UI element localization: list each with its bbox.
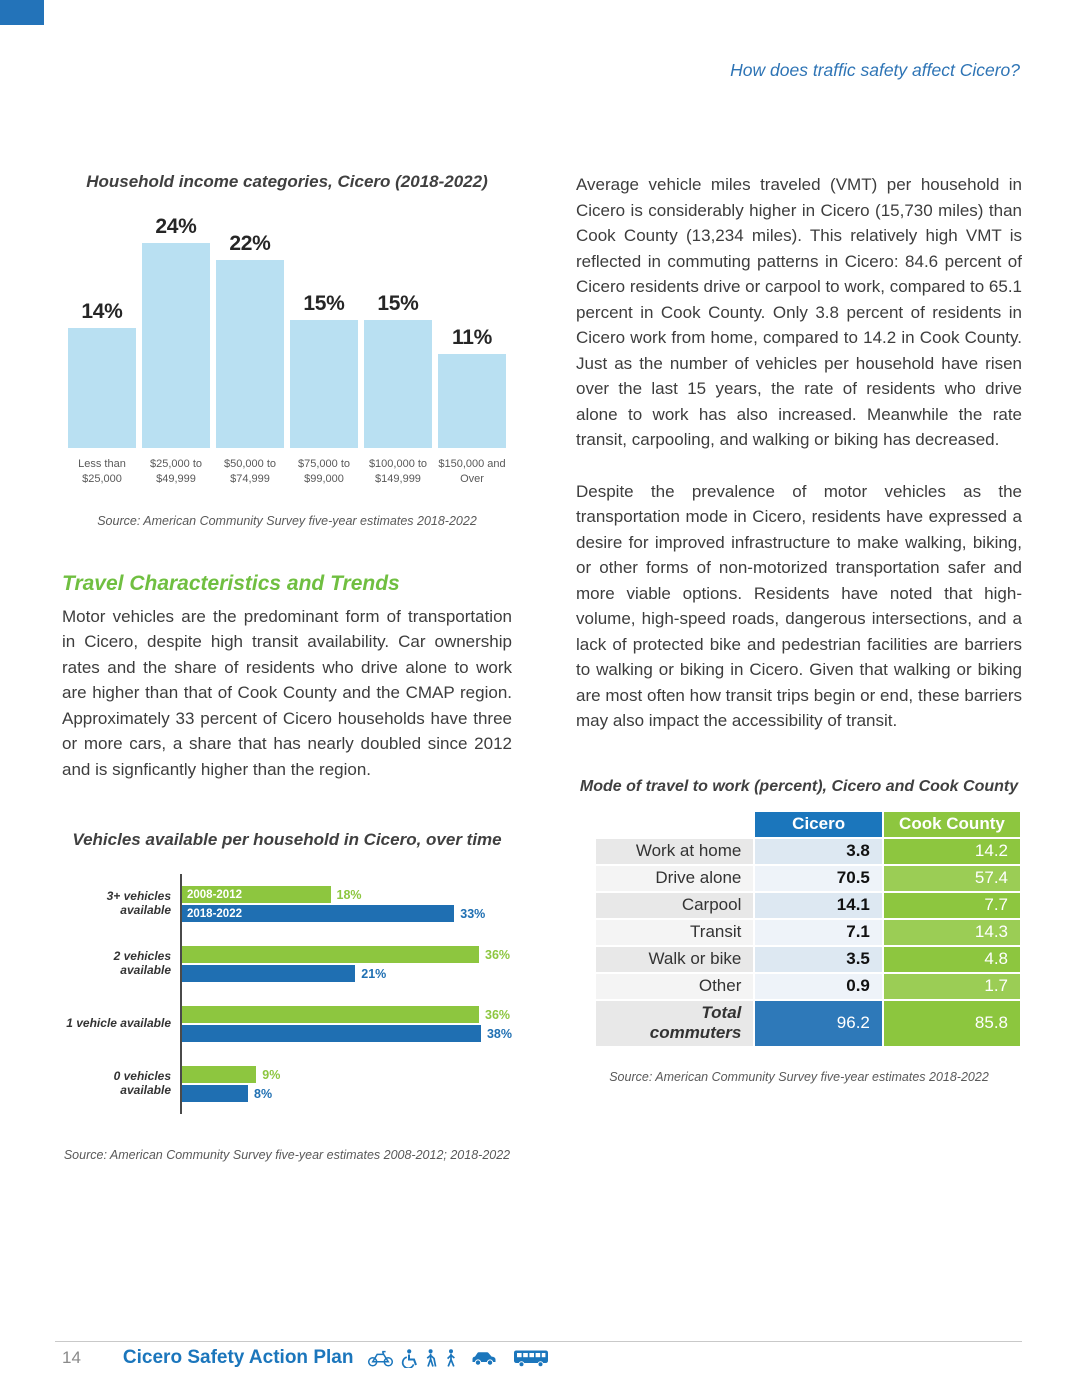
cook-county-value-cell: 7.7 xyxy=(884,893,1020,918)
income-bar-category: $75,000 to $99,000 xyxy=(298,458,350,486)
table-row xyxy=(596,893,1020,918)
vehicles-bar xyxy=(182,1066,256,1083)
income-bar xyxy=(364,320,432,448)
vehicles-bar xyxy=(182,886,331,903)
income-bar-value: 24% xyxy=(155,215,197,238)
income-chart-source: Source: American Community Survey five-year estimates 2018-2022 xyxy=(97,513,477,528)
income-bar-column xyxy=(216,208,284,488)
income-bar-value: 11% xyxy=(452,326,492,349)
income-bar xyxy=(438,354,506,448)
income-bar-column xyxy=(438,208,506,488)
income-bar-column xyxy=(68,208,136,488)
income-bar-category: $150,000 and Over xyxy=(438,458,506,486)
cook-county-value-cell: 57.4 xyxy=(884,866,1020,891)
cook-county-value-cell: 4.8 xyxy=(884,947,1020,972)
income-bar-category: $100,000 to $149,999 xyxy=(368,458,428,486)
mode-table-body xyxy=(596,839,1020,1046)
mode-table-source: Source: American Community Survey five-year estimates 2018-2022 xyxy=(609,1069,989,1084)
income-bar xyxy=(142,243,210,448)
income-bar-category: Less than $25,000 xyxy=(78,458,126,486)
mode-label-cell: Walk or bike xyxy=(596,947,753,972)
vehicles-category-label: 2 vehicles available xyxy=(113,949,171,978)
mode-table-header-row xyxy=(596,812,1020,837)
table-row xyxy=(596,920,1020,945)
vehicles-bar-value: 33% xyxy=(460,906,486,921)
vehicles-category-label: 0 vehicles available xyxy=(113,1069,171,1098)
cicero-value-cell: 96.2 xyxy=(755,1001,882,1046)
footer xyxy=(62,1347,549,1369)
income-bar-value: 15% xyxy=(303,292,345,315)
cicero-value-cell: 3.5 xyxy=(755,947,882,972)
bicycle-icon xyxy=(367,1349,394,1367)
vehicles-category-label: 1 vehicle available xyxy=(66,1016,171,1031)
mode-table xyxy=(594,810,1022,1048)
bus-icon xyxy=(513,1349,549,1368)
vehicles-bar xyxy=(182,905,454,922)
travel-paragraph: Motor vehicles are the predominant form of transportation in Cicero, despite high transit availability. Car ownership rates and the share of residents who drive alone to work are higher than that of Cook County and the CMAP region. Approximately 33 percent of Cicero households have three or more cars, a share that has nearly doubled since 2012 and is signficantly higher than the region. xyxy=(62,606,512,779)
right-column xyxy=(576,172,1022,1162)
income-bar-column xyxy=(364,208,432,488)
mode-label-cell: Transit xyxy=(596,920,753,945)
cook-county-value-cell: 14.2 xyxy=(884,839,1020,864)
vehicles-group xyxy=(62,934,512,994)
income-bar-category: $50,000 to $74,999 xyxy=(224,458,276,486)
table-row xyxy=(596,1001,1020,1046)
mode-label-cell: Other xyxy=(596,974,753,999)
cane-user-icon xyxy=(425,1349,438,1368)
income-bar xyxy=(216,260,284,448)
wheelchair-icon xyxy=(401,1349,418,1368)
legend-label: 2018-2022 xyxy=(187,907,242,920)
table-header-cicero: Cicero xyxy=(755,812,882,837)
mode-label-cell: Total commuters xyxy=(596,1001,753,1046)
mode-table-title: Mode of travel to work (percent), Cicero and Cook County xyxy=(579,777,1019,795)
table-row xyxy=(596,839,1020,864)
vehicles-bar-value: 18% xyxy=(336,887,362,902)
corner-accent xyxy=(0,0,44,25)
cook-county-value-cell: 1.7 xyxy=(884,974,1020,999)
mode-label-cell: Drive alone xyxy=(596,866,753,891)
income-bar-column xyxy=(142,208,210,488)
income-chart xyxy=(62,208,512,488)
table-row xyxy=(596,947,1020,972)
income-bar xyxy=(290,320,358,448)
vehicles-bar xyxy=(182,1085,248,1102)
infrastructure-paragraph: Despite the prevalence of motor vehicles as the transportation mode in Cicero, residents have expressed a desire for improved infrastructure to make walking, biking, or other forms of non-motorized transportation safer and more viable options. Residents have noted that high-volume, high-speed roads, dangerous intersections, and a lack of protected bike and pedestrian facilities are barriers to walking or biking in Cicero. Given that walking or biking are most often how transit trips begin or end, these barriers may also impact the accessibility of transit. xyxy=(576,481,1022,730)
vehicles-chart xyxy=(62,874,512,1114)
footer-title: Cicero Safety Action Plan xyxy=(122,1347,354,1368)
vehicles-group xyxy=(62,874,512,934)
page-header: How does traffic safety affect Cicero? xyxy=(730,60,1020,80)
income-bar xyxy=(68,328,136,448)
vehicles-bar-value: 9% xyxy=(262,1067,281,1082)
vehicles-bar-value: 36% xyxy=(485,947,511,962)
cicero-value-cell: 7.1 xyxy=(755,920,882,945)
table-row xyxy=(596,866,1020,891)
vehicles-bar-value: 36% xyxy=(485,1007,511,1022)
vehicles-bar-value: 8% xyxy=(254,1086,273,1101)
income-bar-value: 15% xyxy=(377,292,419,315)
cicero-value-cell: 0.9 xyxy=(755,974,882,999)
vehicles-chart-title: Vehicles available per household in Cicero, over time xyxy=(72,830,502,850)
section-heading: Travel Characteristics and Trends xyxy=(62,571,400,595)
content-columns xyxy=(62,172,1022,1162)
cook-county-value-cell: 85.8 xyxy=(884,1001,1020,1046)
income-chart-title: Household income categories, Cicero (2018-2022) xyxy=(86,172,488,191)
vehicles-bar xyxy=(182,1006,479,1023)
legend-label: 2008-2012 xyxy=(187,888,242,901)
vehicles-bar xyxy=(182,965,355,982)
pedestrian-icon xyxy=(445,1349,457,1368)
income-bar-value: 14% xyxy=(81,300,123,323)
page-number: 14 xyxy=(62,1348,81,1367)
vehicles-group xyxy=(62,1054,512,1114)
footer-divider xyxy=(55,1341,1022,1342)
vehicles-category-label: 3+ vehicles available xyxy=(106,889,171,918)
vehicles-chart-source: Source: American Community Survey five-year estimates 2008-2012; 2018-2022 xyxy=(63,1148,511,1163)
cicero-value-cell: 70.5 xyxy=(755,866,882,891)
cicero-value-cell: 3.8 xyxy=(755,839,882,864)
vehicles-bar xyxy=(182,1025,481,1042)
car-icon xyxy=(470,1350,498,1367)
vehicles-bar xyxy=(182,946,479,963)
vehicles-group xyxy=(62,994,512,1054)
table-header-empty xyxy=(596,812,753,837)
cook-county-value-cell: 14.3 xyxy=(884,920,1020,945)
income-bar-column xyxy=(290,208,358,488)
income-bar-category: $25,000 to $49,999 xyxy=(150,458,202,486)
footer-icons xyxy=(367,1349,549,1368)
income-bar-value: 22% xyxy=(229,232,271,255)
vehicles-bar-value: 38% xyxy=(486,1026,512,1041)
mode-label-cell: Carpool xyxy=(596,893,753,918)
vmt-paragraph: Average vehicle miles traveled (VMT) per household in Cicero is considerably higher in Cicero (15,730 miles) than Cook County (13,234 miles). This relatively high VMT is reflected in commuting patterns in Cicero: 84.6 percent of Cicero residents drive or carpool to work, compared to 65.1 percent in Cook County. Only 3.8 percent of residents in Cicero work from home, compared to 14.2 in Cook County. Just as the number of vehicles per household have risen over the last 15 years, the rate of residents who drive alone to work has also increased. Meanwhile the rate transit, carpooling, and walking or biking has decreased. xyxy=(576,175,1022,449)
cicero-value-cell: 14.1 xyxy=(755,893,882,918)
table-header-cook-county: Cook County xyxy=(884,812,1020,837)
table-row xyxy=(596,974,1020,999)
left-column xyxy=(62,172,512,1162)
mode-label-cell: Work at home xyxy=(596,839,753,864)
vehicles-bar-value: 21% xyxy=(361,966,387,981)
